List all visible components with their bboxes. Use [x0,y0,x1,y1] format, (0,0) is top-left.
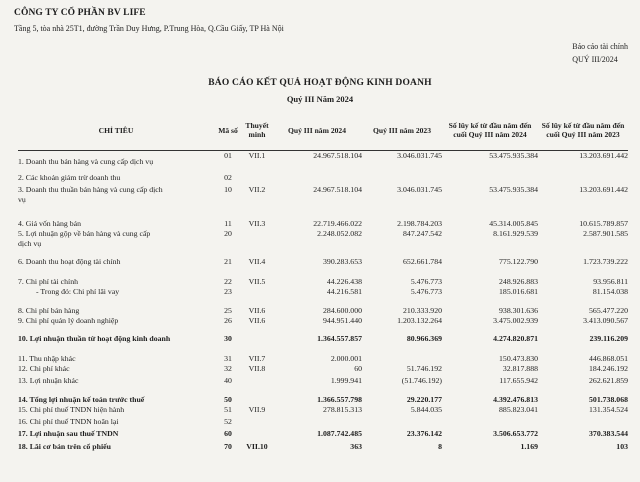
header-note: Thuyết minh [242,110,272,151]
table-row [18,389,628,405]
cell-cum2024: 248.926.883 [499,276,538,286]
cell-q2023: 1.203.132.264 [397,315,442,325]
cell-q2024: 2.248.052.082 [317,228,362,238]
cell-code: 52 [224,416,232,426]
cell-cum2023: 501.738.068 [589,394,628,404]
table-row [18,207,628,229]
cell-item: 16. Chi phí thuế TNDN hoãn lại [18,416,119,426]
cell-cum2023: 370.383.544 [589,428,628,438]
cell-note [242,429,272,442]
cell-item: 17. Lợi nhuận sau thuế TNDN [18,428,119,438]
table-row [18,173,628,185]
cell-code: 60 [224,428,232,438]
report-type-block [572,40,628,66]
cell-q2024: 24.967.518.104 [313,151,362,160]
cell-cum2024: 32.817.888 [502,363,538,373]
cell-q2023: 5.844.035 [410,404,442,414]
cell-note: VII.1 [248,151,266,160]
cell-q2024: 1.366.557.798 [317,394,362,404]
cell-item: 14. Tổng lợi nhuận kế toán trước thuế [18,394,145,404]
cell-code: 30 [224,333,232,343]
cell-q2024: 44.216.581 [326,286,362,296]
cell-q2023: 51.746.192 [406,363,442,373]
header-cum2024: Số lũy kế từ đầu năm đến cuối Quý III năm 2024 [442,110,538,151]
table-row [18,316,628,328]
cell-q2024 [272,417,362,429]
cell-cum2023: 10.615.789.857 [579,218,628,228]
company-name: CÔNG TY CỔ PHẦN BV LIFE [14,8,146,18]
cell-cum2024: 3.506.653.772 [493,428,538,438]
cell-item: 4. Giá vốn hàng bán [18,218,82,228]
table-row [18,251,628,273]
cell-cum2024: 53.475.935.384 [489,184,538,194]
cell-code: 23 [224,286,232,296]
cell-cum2024: 150.473.830 [499,353,538,363]
cell-code: 01 [224,151,232,160]
cell-note: VII.2 [248,184,266,194]
cell-q2024: 44.226.438 [326,276,362,286]
cell-cum2024: 1.169 [520,441,538,451]
cell-code: 21 [224,256,232,266]
cell-q2024: 1.999.941 [330,375,362,385]
cell-cum2023: 103 [616,441,628,451]
cell-q2023: 5.476.773 [410,286,442,296]
cell-q2024: 944.951.440 [323,315,362,325]
cell-item: 5. Lợi nhuận gộp về bán hàng và cung cấp dịch vụ [18,228,151,248]
cell-code: 50 [224,394,232,404]
cell-code: 70 [224,441,232,451]
cell-item: 8. Chi phí bán hàng [18,305,80,315]
cell-note [242,389,272,405]
cell-note [242,328,272,350]
cell-cum2024: 117.655.942 [499,375,538,385]
cell-note [242,229,272,251]
cell-code: 51 [224,404,232,414]
table-row [18,151,628,173]
cell-q2024 [272,173,362,185]
cell-cum2024: 775.122.790 [499,256,538,266]
cell-cum2023: 1.723.739.222 [583,256,628,266]
income-statement-table [18,110,628,454]
header-cum2023: Số lũy kế từ đầu năm đến cuối Quý III năm 2023 [538,110,628,151]
cell-item: 11. Thu nhập khác [18,353,76,363]
cell-code: 40 [224,375,232,385]
cell-item: 13. Lợi nhuận khác [18,375,79,385]
cell-note: VII.5 [248,276,266,286]
cell-item: 6. Doanh thu hoạt động tài chính [18,256,121,266]
cell-item: 9. Chi phí quản lý doanh nghiệp [18,315,119,325]
cell-cum2024: 3.475.002.939 [493,315,538,325]
cell-code: 11 [224,218,232,228]
header-item: CHỈ TIÊU [18,110,214,151]
cell-cum2024: 938.301.636 [499,305,538,315]
cell-item: 2. Các khoản giảm trừ doanh thu [18,172,121,182]
cell-q2023: 210.333.920 [403,305,442,315]
report-title: BÁO CÁO KẾT QUẢ HOẠT ĐỘNG KINH DOANH [208,78,432,88]
table-row [18,302,628,316]
cell-code: 31 [224,353,232,363]
cell-cum2024: 185.016.681 [499,286,538,296]
cell-code: 25 [224,305,232,315]
company-address: Tầng 5, tòa nhà 25T1, đường Trần Duy Hưng, P.Trung Hòa, Q.Cầu Giấy, TP Hà Nội [14,24,284,33]
report-subtitle: Quý III Năm 2024 [286,94,354,104]
cell-item: 10. Lợi nhuận thuần từ hoạt động kinh doanh [18,333,171,343]
cell-cum2024: 8.161.929.539 [493,228,538,238]
cell-q2023 [362,173,442,185]
cell-note: VII.6 [248,305,266,315]
table-row [18,328,628,350]
cell-q2023: 652.661.784 [403,256,442,266]
cell-q2023: 5.476.773 [410,276,442,286]
cell-q2023: 23.376.142 [406,428,442,438]
table-row [18,364,628,376]
cell-cum2024: 45.314.005.845 [489,218,538,228]
table-row [18,405,628,417]
table-body [18,151,628,454]
cell-cum2023: 2.587.901.585 [583,228,628,238]
cell-cum2024: 4.274.820.871 [493,333,538,343]
cell-cum2024 [442,173,538,185]
cell-note: VII.4 [248,256,266,266]
header-code: Mã số [214,110,242,151]
cell-code: 32 [224,363,232,373]
cell-q2024: 1.087.742.485 [317,428,362,438]
cell-code: 20 [224,228,232,238]
cell-q2024: 60 [354,363,362,373]
cell-item: 7. Chi phí tài chính [18,276,78,286]
cell-note: VII.6 [248,315,266,325]
table-row [18,229,628,251]
cell-cum2023 [538,173,628,185]
cell-cum2024: 53.475.935.384 [489,151,538,160]
cell-cum2023: 13.203.691.442 [579,184,628,194]
cell-code: 10 [224,184,232,194]
cell-q2024: 363 [350,441,362,451]
cell-cum2023: 93.956.811 [593,276,628,286]
cell-cum2023: 3.413.090.567 [583,315,628,325]
cell-note: VII.8 [248,363,266,373]
cell-q2023: 3.046.031.745 [397,151,442,160]
cell-q2023: 80.966.369 [406,333,442,343]
cell-code: 26 [224,315,232,325]
cell-q2023 [362,350,442,364]
cell-note: VII.9 [248,404,266,414]
cell-cum2024 [442,417,538,429]
report-type-label: Báo cáo tài chính [572,42,628,51]
cell-code: 22 [224,276,232,286]
cell-item: 12. Chi phí khác [18,363,70,373]
report-period-label: QUÝ III/2024 [572,55,618,64]
cell-note: VII.3 [248,218,266,228]
cell-q2024: 278.815.313 [323,404,362,414]
cell-cum2023: 131.354.524 [589,404,628,414]
table-row [18,376,628,389]
cell-q2024: 2.000.001 [330,353,362,363]
cell-q2024: 284.600.000 [323,305,362,315]
cell-q2024: 24.967.518.104 [313,184,362,194]
cell-q2024: 390.283.653 [323,256,362,266]
cell-q2024: 22.719.466.022 [313,218,362,228]
cell-q2023: 2.198.784.203 [397,218,442,228]
cell-cum2023: 184.246.192 [589,363,628,373]
table-row [18,185,628,207]
cell-q2023: 847.247.542 [403,228,442,238]
cell-item: 18. Lãi cơ bản trên cổ phiếu [18,441,111,451]
table-row [18,429,628,442]
cell-cum2023: 565.477.220 [589,305,628,315]
cell-note [242,417,272,429]
cell-item: 15. Chi phí thuế TNDN hiện hành [18,404,125,414]
cell-cum2023: 446.868.051 [589,353,628,363]
cell-cum2023: 81.154.038 [592,286,628,296]
cell-note: VII.7 [248,353,266,363]
header-q2024: Quý III năm 2024 [272,110,362,151]
cell-q2023: 29.220.177 [406,394,442,404]
cell-note: VII.10 [246,441,268,451]
cell-note [242,376,272,389]
cell-q2023: (51.746.192) [401,375,442,385]
cell-cum2023: 262.621.859 [589,375,628,385]
cell-cum2024: 4.392.476.813 [493,394,538,404]
cell-q2023: 8 [438,441,442,451]
table-row [18,350,628,364]
cell-cum2023: 13.203.691.442 [579,151,628,160]
cell-q2024: 1.364.557.857 [317,333,362,343]
cell-q2023: 3.046.031.745 [397,184,442,194]
cell-cum2024: 885.823.041 [499,404,538,414]
cell-note [242,287,272,302]
cell-item: 3. Doanh thu thuần bán hàng và cung cấp dịch vụ [18,184,163,204]
cell-code: 02 [224,172,232,182]
cell-cum2023: 239.116.209 [589,333,628,343]
table-row [18,417,628,429]
table-row [18,273,628,287]
table-header-row [18,110,628,151]
table-row [18,442,628,454]
cell-q2023 [362,417,442,429]
table-row [18,287,628,302]
cell-note [242,173,272,185]
cell-cum2023 [538,417,628,429]
cell-item: 1. Doanh thu bán hàng và cung cấp dịch vụ [18,157,154,166]
header-q2023: Quý III năm 2023 [362,110,442,151]
cell-item: - Trong đó: Chi phí lãi vay [36,286,120,296]
